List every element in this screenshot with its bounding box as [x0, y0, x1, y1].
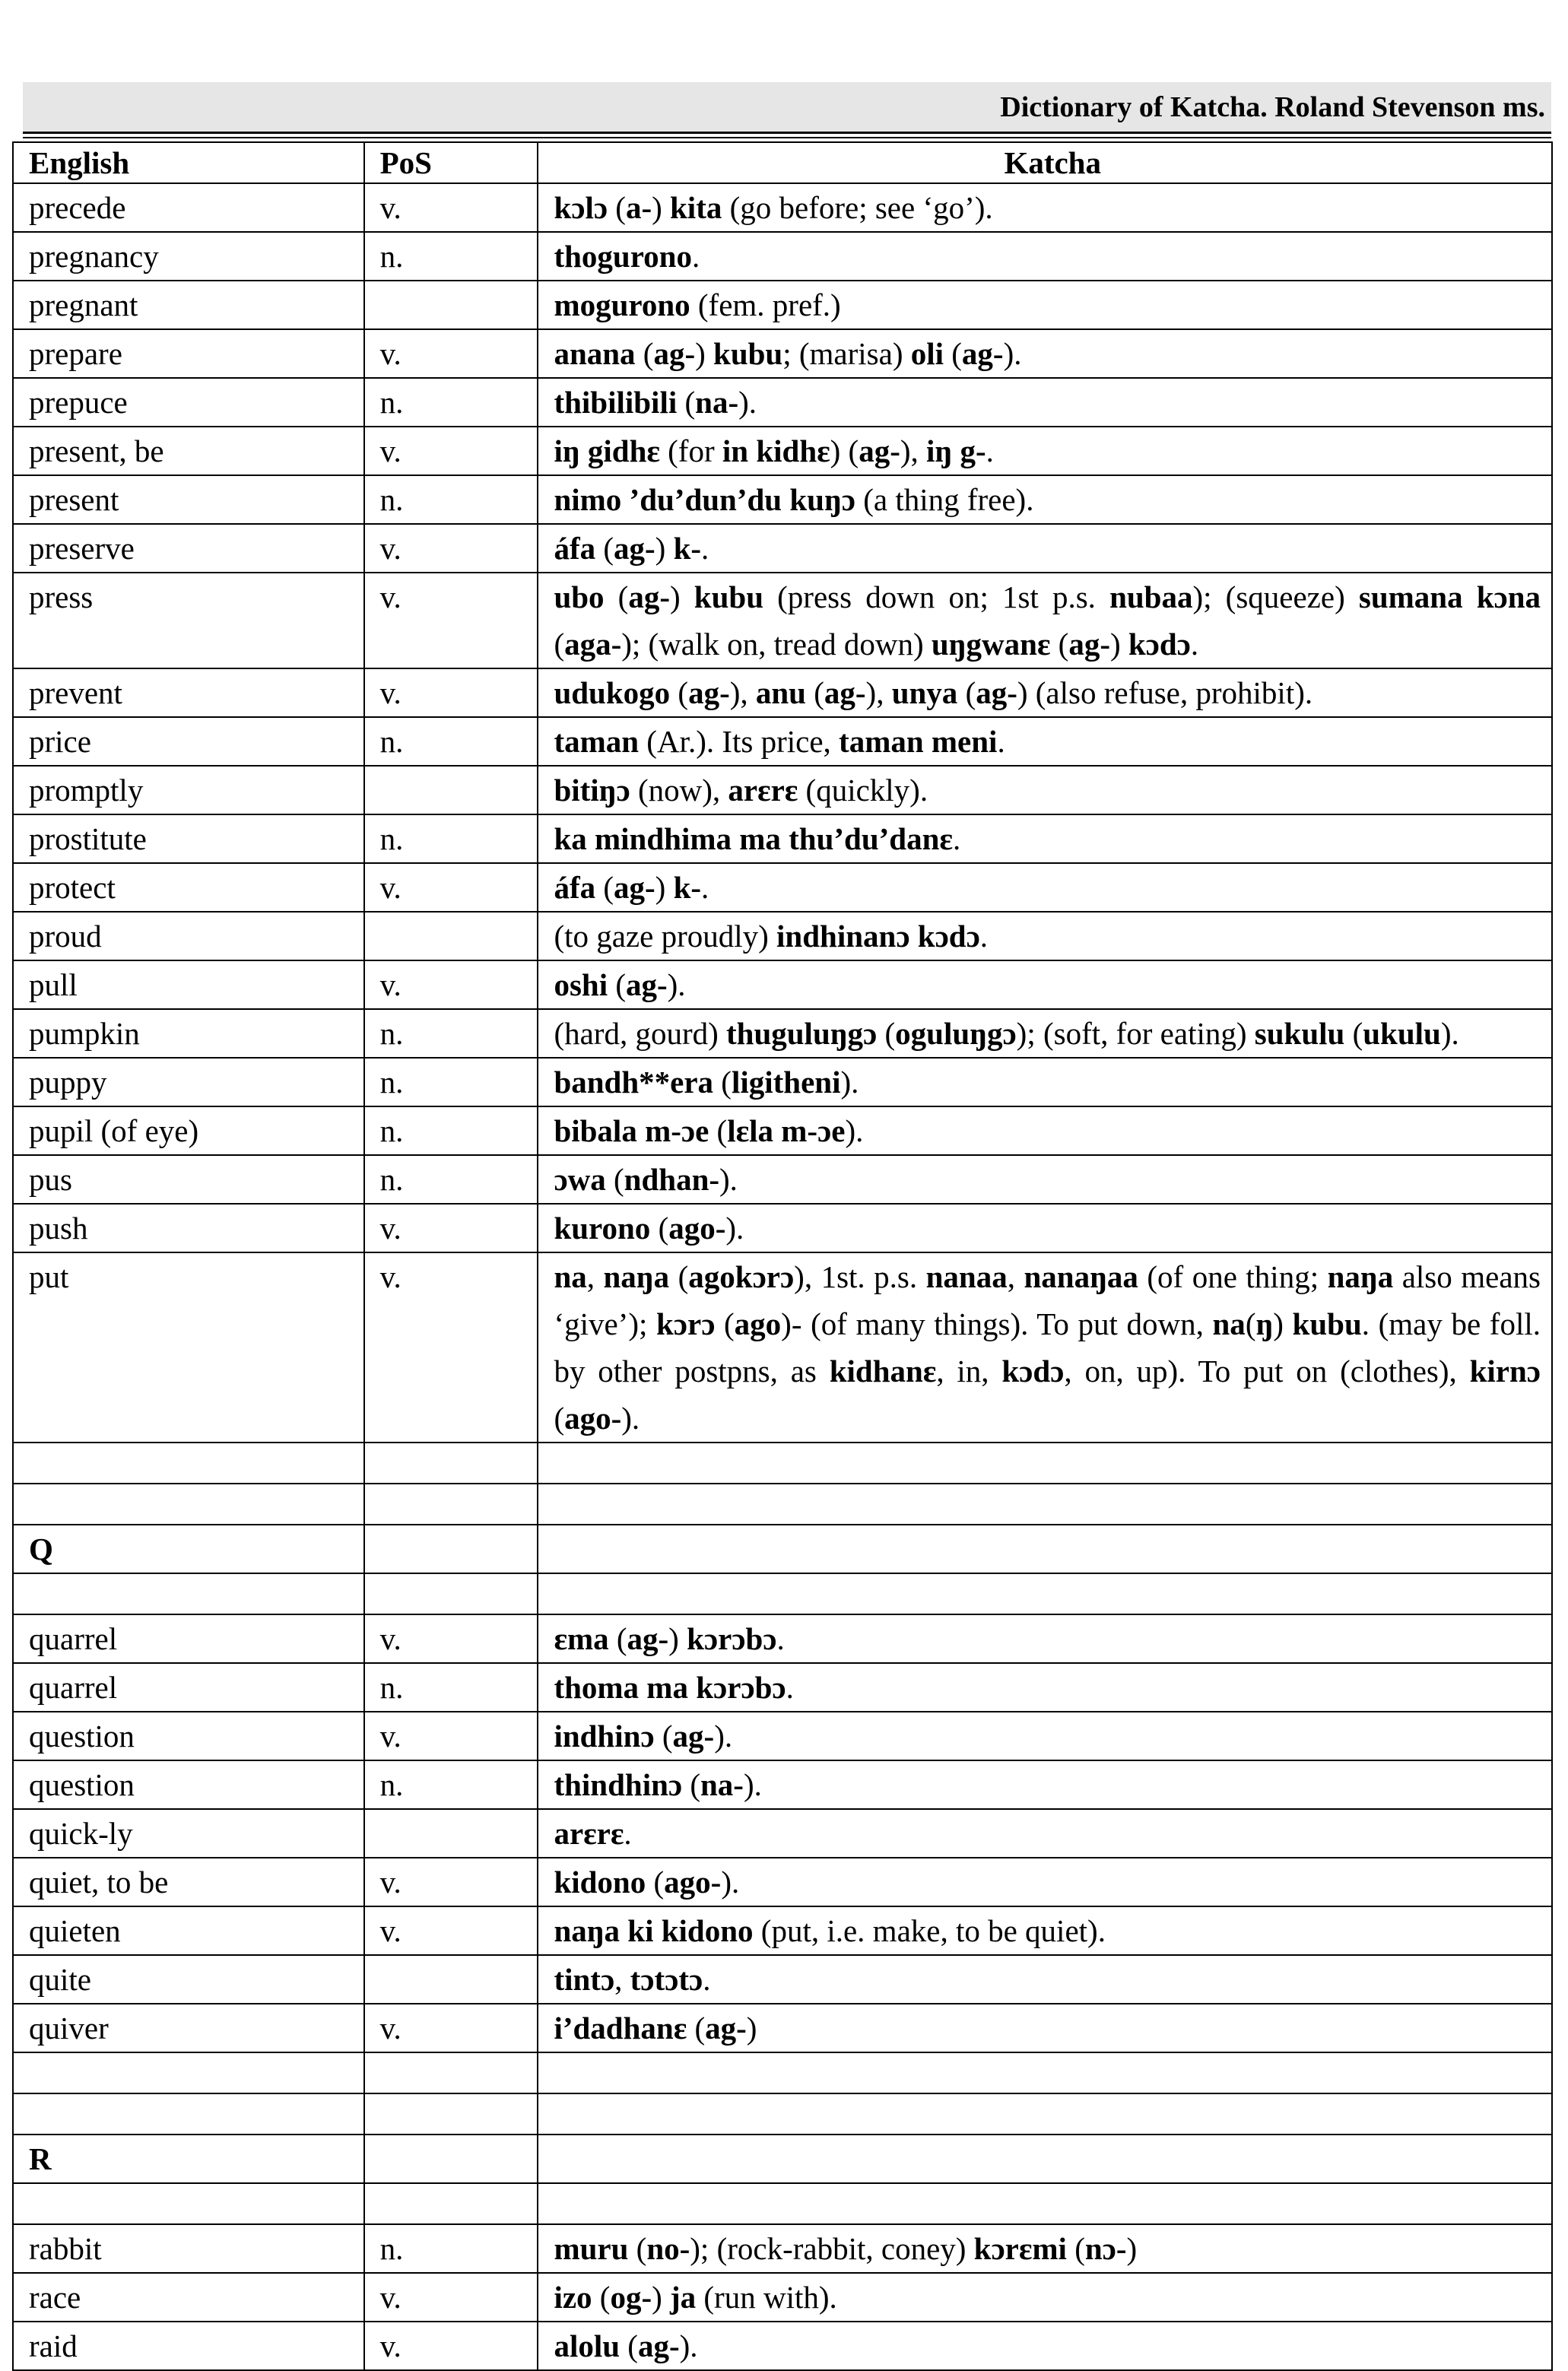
table-row	[13, 1760, 1552, 1809]
english-headword	[13, 1573, 364, 1614]
part-of-speech: v.	[364, 1252, 538, 1443]
table-row	[13, 524, 1552, 573]
section-heading-row	[13, 1525, 1552, 1573]
english-headword	[13, 1484, 364, 1525]
english-headword: rabbit	[13, 2224, 364, 2273]
table-row	[13, 912, 1552, 960]
english-headword: quiver	[13, 2004, 364, 2052]
part-of-speech: v.	[364, 2322, 538, 2370]
part-of-speech: v.	[364, 668, 538, 717]
english-headword: proud	[13, 912, 364, 960]
english-headword: prevent	[13, 668, 364, 717]
katcha-definition: (to gaze proudly) indhinanɔ kɔdɔ.	[538, 912, 1552, 960]
column-header-english: English	[13, 142, 364, 183]
katcha-definition: alolu (ag-).	[538, 2322, 1552, 2370]
part-of-speech: n.	[364, 232, 538, 281]
part-of-speech	[364, 1573, 538, 1614]
part-of-speech: n.	[364, 1760, 538, 1809]
table-row	[13, 668, 1552, 717]
katcha-definition	[538, 2183, 1552, 2224]
table-row	[13, 814, 1552, 863]
english-headword	[13, 2183, 364, 2224]
part-of-speech: v.	[364, 573, 538, 668]
part-of-speech: v.	[364, 1204, 538, 1252]
english-headword	[13, 2052, 364, 2093]
part-of-speech: n.	[364, 1663, 538, 1712]
section-letter: Q	[13, 1525, 364, 1573]
table-row	[13, 863, 1552, 912]
table-row	[13, 1155, 1552, 1204]
katcha-definition	[538, 1573, 1552, 1614]
dictionary-entries	[13, 183, 1552, 2370]
english-headword: question	[13, 1760, 364, 1809]
part-of-speech: v.	[364, 524, 538, 573]
part-of-speech	[364, 1809, 538, 1858]
english-headword: race	[13, 2273, 364, 2322]
part-of-speech: v.	[364, 2273, 538, 2322]
katcha-definition	[538, 2135, 1552, 2183]
part-of-speech: v.	[364, 1906, 538, 1955]
table-header-row	[13, 142, 1552, 183]
part-of-speech: n.	[364, 717, 538, 766]
column-header-pos: PoS	[364, 142, 538, 183]
english-headword: quarrel	[13, 1663, 364, 1712]
english-headword: protect	[13, 863, 364, 912]
english-headword	[13, 1443, 364, 1484]
table-row	[13, 232, 1552, 281]
katcha-definition: na, naŋa (agokɔrɔ), 1st. p.s. nanaa, nanaŋaa (of one thing; naŋa also means ‘give’); kɔrɔ (ago)- (of many things). To put down, na(ŋ) kubu. (may be foll. by other postpns, as kidhanɛ, in, kɔdɔ, on, up). To put on (clothes), kirnɔ (ago-).	[538, 1252, 1552, 1443]
english-headword: quarrel	[13, 1614, 364, 1663]
english-headword: prepare	[13, 329, 364, 378]
table-row	[13, 2224, 1552, 2273]
part-of-speech: v.	[364, 1858, 538, 1906]
section-letter: R	[13, 2135, 364, 2183]
katcha-definition: anana (ag-) kubu; (marisa) oli (ag-).	[538, 329, 1552, 378]
part-of-speech: n.	[364, 1009, 538, 1058]
english-headword: puppy	[13, 1058, 364, 1106]
katcha-definition: áfa (ag-) k-.	[538, 863, 1552, 912]
english-headword: put	[13, 1252, 364, 1443]
katcha-definition: thoma ma kɔrɔbɔ.	[538, 1663, 1552, 1712]
running-header	[23, 82, 1551, 134]
katcha-definition	[538, 1443, 1552, 1484]
part-of-speech: n.	[364, 475, 538, 524]
empty-row	[13, 2052, 1552, 2093]
english-headword: prepuce	[13, 378, 364, 427]
table-row	[13, 378, 1552, 427]
katcha-definition: bitiŋɔ (now), arɛrɛ (quickly).	[538, 766, 1552, 814]
part-of-speech	[364, 281, 538, 329]
english-headword: quiet, to be	[13, 1858, 364, 1906]
table-row	[13, 1955, 1552, 2004]
katcha-definition: thibilibili (na-).	[538, 378, 1552, 427]
part-of-speech	[364, 1484, 538, 1525]
part-of-speech	[364, 766, 538, 814]
english-headword: question	[13, 1712, 364, 1760]
english-headword: press	[13, 573, 364, 668]
english-headword: prostitute	[13, 814, 364, 863]
table-row	[13, 2004, 1552, 2052]
part-of-speech	[364, 1443, 538, 1484]
part-of-speech	[364, 1525, 538, 1573]
english-headword: pull	[13, 960, 364, 1009]
table-row	[13, 766, 1552, 814]
katcha-definition: ɛma (ag-) kɔrɔbɔ.	[538, 1614, 1552, 1663]
table-row	[13, 1204, 1552, 1252]
table-row	[13, 1009, 1552, 1058]
empty-row	[13, 1573, 1552, 1614]
katcha-definition: kurono (ago-).	[538, 1204, 1552, 1252]
katcha-definition: i’dadhanɛ (ag-)	[538, 2004, 1552, 2052]
table-row	[13, 1106, 1552, 1155]
part-of-speech	[364, 912, 538, 960]
part-of-speech: v.	[364, 863, 538, 912]
column-header-katcha: Katcha	[538, 142, 1552, 183]
katcha-definition: bibala m-ɔe (lɛla m-ɔe).	[538, 1106, 1552, 1155]
part-of-speech: n.	[364, 1155, 538, 1204]
english-headword: price	[13, 717, 364, 766]
english-headword: raid	[13, 2322, 364, 2370]
katcha-definition: iŋ gidhɛ (for in kidhɛ) (ag-), iŋ g-.	[538, 427, 1552, 475]
table-row	[13, 2273, 1552, 2322]
table-row	[13, 1663, 1552, 1712]
table-row	[13, 281, 1552, 329]
english-headword: push	[13, 1204, 364, 1252]
katcha-definition: naŋa ki kidono (put, i.e. make, to be quiet).	[538, 1906, 1552, 1955]
katcha-definition: taman (Ar.). Its price, taman meni.	[538, 717, 1552, 766]
table-row	[13, 329, 1552, 378]
katcha-definition	[538, 2093, 1552, 2135]
english-headword	[13, 2093, 364, 2135]
katcha-definition: áfa (ag-) k-.	[538, 524, 1552, 573]
katcha-definition: nimo ’du’dun’du kuŋɔ (a thing free).	[538, 475, 1552, 524]
table-row	[13, 1858, 1552, 1906]
part-of-speech: n.	[364, 814, 538, 863]
english-headword: pumpkin	[13, 1009, 364, 1058]
katcha-definition: muru (no-); (rock-rabbit, coney) kɔrɛmi (nɔ-)	[538, 2224, 1552, 2273]
katcha-definition: arɛrɛ.	[538, 1809, 1552, 1858]
table-row	[13, 1058, 1552, 1106]
katcha-definition: thindhinɔ (na-).	[538, 1760, 1552, 1809]
english-headword: preserve	[13, 524, 364, 573]
part-of-speech: v.	[364, 1712, 538, 1760]
english-headword: pregnant	[13, 281, 364, 329]
table-row	[13, 1252, 1552, 1443]
table-row	[13, 1712, 1552, 1760]
part-of-speech: v.	[364, 2004, 538, 2052]
table-row	[13, 1614, 1552, 1663]
empty-row	[13, 2183, 1552, 2224]
english-headword: promptly	[13, 766, 364, 814]
part-of-speech: v.	[364, 427, 538, 475]
table-row	[13, 1809, 1552, 1858]
katcha-definition: izo (og-) ja (run with).	[538, 2273, 1552, 2322]
english-headword: precede	[13, 183, 364, 232]
english-headword: present, be	[13, 427, 364, 475]
english-headword: pus	[13, 1155, 364, 1204]
running-header-title: Dictionary of Katcha. Roland Stevenson ms.	[1000, 90, 1545, 123]
katcha-definition: (hard, gourd) thuguluŋgɔ (oguluŋgɔ); (soft, for eating) sukulu (ukulu).	[538, 1009, 1552, 1058]
katcha-definition: thogurono.	[538, 232, 1552, 281]
table-row	[13, 183, 1552, 232]
katcha-definition	[538, 1525, 1552, 1573]
katcha-definition: ɔwa (ndhan-).	[538, 1155, 1552, 1204]
katcha-definition: kidono (ago-).	[538, 1858, 1552, 1906]
english-headword: pupil (of eye)	[13, 1106, 364, 1155]
dictionary-table	[12, 141, 1553, 2371]
table-row	[13, 2322, 1552, 2370]
english-headword: quite	[13, 1955, 364, 2004]
table-row	[13, 1906, 1552, 1955]
katcha-definition: oshi (ag-).	[538, 960, 1552, 1009]
part-of-speech	[364, 1955, 538, 2004]
english-headword: quick-ly	[13, 1809, 364, 1858]
part-of-speech	[364, 2093, 538, 2135]
part-of-speech: v.	[364, 960, 538, 1009]
katcha-definition: tintɔ, tɔtɔtɔ.	[538, 1955, 1552, 2004]
english-headword: pregnancy	[13, 232, 364, 281]
empty-row	[13, 1484, 1552, 1525]
table-row	[13, 427, 1552, 475]
empty-row	[13, 2093, 1552, 2135]
part-of-speech: v.	[364, 329, 538, 378]
part-of-speech: n.	[364, 1106, 538, 1155]
katcha-definition: mogurono (fem. pref.)	[538, 281, 1552, 329]
part-of-speech: v.	[364, 1614, 538, 1663]
katcha-definition	[538, 1484, 1552, 1525]
english-headword: quieten	[13, 1906, 364, 1955]
katcha-definition	[538, 2052, 1552, 2093]
katcha-definition: kɔlɔ (a-) kita (go before; see ‘go’).	[538, 183, 1552, 232]
katcha-definition: udukogo (ag-), anu (ag-), unya (ag-) (also refuse, prohibit).	[538, 668, 1552, 717]
part-of-speech: n.	[364, 2224, 538, 2273]
katcha-definition: ka mindhima ma thu’du’danɛ.	[538, 814, 1552, 863]
table-row	[13, 717, 1552, 766]
table-row	[13, 573, 1552, 668]
section-heading-row	[13, 2135, 1552, 2183]
english-headword: present	[13, 475, 364, 524]
empty-row	[13, 1443, 1552, 1484]
part-of-speech: v.	[364, 183, 538, 232]
part-of-speech: n.	[364, 378, 538, 427]
katcha-definition: ubo (ag-) kubu (press down on; 1st p.s. nubaa); (squeeze) sumana kɔna (aga-); (walk on, tread down) uŋgwanɛ (ag-) kɔdɔ.	[538, 573, 1552, 668]
part-of-speech	[364, 2135, 538, 2183]
katcha-definition: indhinɔ (ag-).	[538, 1712, 1552, 1760]
part-of-speech: n.	[364, 1058, 538, 1106]
part-of-speech	[364, 2183, 538, 2224]
katcha-definition: bandh**era (ligitheni).	[538, 1058, 1552, 1106]
header-rule	[23, 137, 1551, 138]
table-row	[13, 960, 1552, 1009]
table-row	[13, 475, 1552, 524]
part-of-speech	[364, 2052, 538, 2093]
